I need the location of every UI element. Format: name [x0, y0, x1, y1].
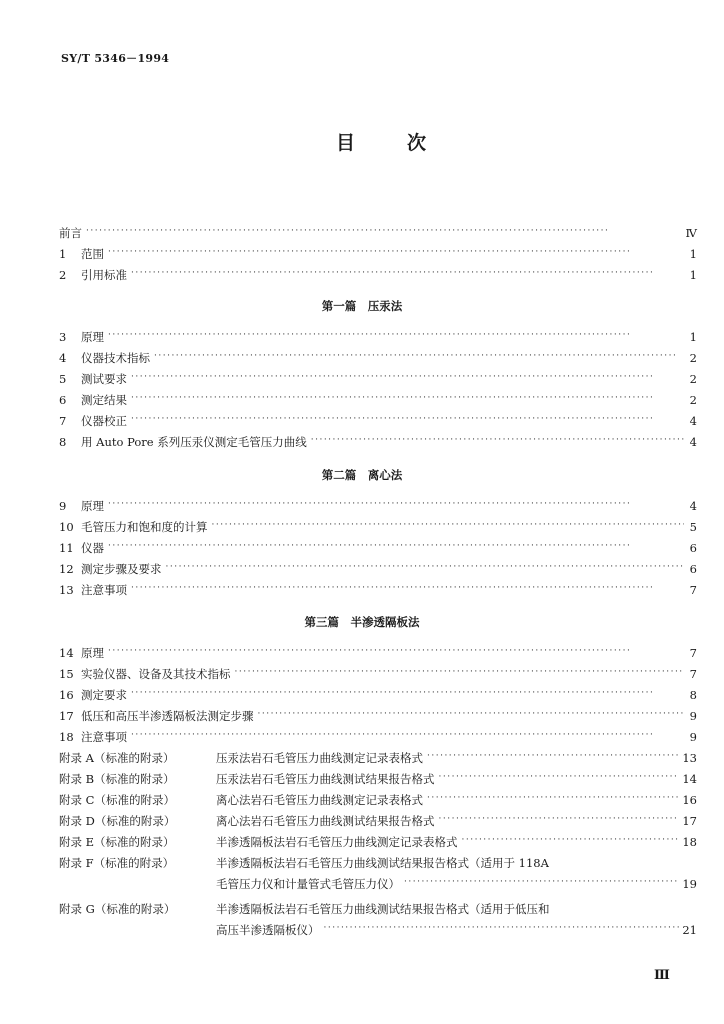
- appendix-entry[interactable]: [59, 768, 697, 786]
- toc-entry-number: 4: [59, 351, 67, 365]
- dot-leader: [154, 349, 684, 363]
- toc-entry-label: 原理: [81, 646, 104, 660]
- toc-entry[interactable]: [59, 347, 697, 365]
- toc-entry-label: 测定要求: [81, 688, 127, 702]
- appendix-head: 附录 D（标准的附录）: [59, 814, 176, 828]
- toc-entry-page: 4: [689, 435, 697, 449]
- toc-entry-label: 原理: [81, 499, 104, 513]
- toc-entry-label: 仪器: [81, 541, 104, 555]
- page-title: [336, 128, 426, 155]
- toc-entry[interactable]: [59, 243, 697, 261]
- appendix-page: 19: [682, 877, 697, 891]
- appendix-label: 压汞法岩石毛管压力曲线测定记录表格式: [216, 751, 423, 765]
- appendix-head: 附录 F（标准的附录）: [59, 856, 175, 870]
- toc-entry-number: 7: [59, 414, 67, 428]
- toc-entry[interactable]: [59, 663, 697, 681]
- toc-entry-label: 用 Auto Pore 系列压汞仪测定毛管压力曲线: [81, 435, 307, 449]
- dot-leader: [86, 224, 683, 238]
- dot-leader: [108, 539, 684, 553]
- appendix-page: 21: [682, 923, 697, 937]
- dot-leader: [462, 833, 680, 847]
- dot-leader: [235, 665, 685, 679]
- toc-entry[interactable]: [59, 558, 697, 576]
- toc-entry-number: 8: [59, 435, 67, 449]
- page-number: Ⅲ: [654, 968, 670, 983]
- appendix-entry[interactable]: [59, 747, 697, 765]
- toc-entry-number: 5: [59, 372, 67, 386]
- dot-leader: [108, 644, 684, 658]
- appendix-entry-continuation[interactable]: [216, 919, 697, 937]
- toc-entry-number: 15: [59, 667, 74, 681]
- dot-leader: [108, 328, 684, 342]
- toc-entry-label: 测定步骤及要求: [81, 562, 162, 576]
- toc-entry[interactable]: [59, 222, 697, 240]
- toc-entry[interactable]: [59, 705, 697, 723]
- toc-entry-page: 7: [689, 583, 697, 597]
- toc-entry[interactable]: [59, 410, 697, 428]
- dot-leader: [131, 391, 684, 405]
- toc-entry-number: 11: [59, 541, 74, 555]
- dot-leader: [439, 770, 680, 784]
- toc-entry-page: 9: [689, 709, 697, 723]
- toc-entry-page: 6: [689, 562, 697, 576]
- dot-leader: [131, 728, 684, 742]
- appendix-label-line2: 毛管压力仪和计量管式毛管压力仪）: [216, 877, 400, 891]
- toc-entry-page: 2: [689, 372, 697, 386]
- toc-entry-page: 9: [689, 730, 697, 744]
- appendix-entry[interactable]: [59, 898, 697, 916]
- toc-entry[interactable]: [59, 516, 697, 534]
- toc-entry-label: 测试要求: [81, 372, 127, 386]
- dot-leader: [427, 749, 679, 763]
- dot-leader: [131, 412, 684, 426]
- toc-entry-number: 17: [59, 709, 74, 723]
- toc-entry-page: 1: [689, 268, 697, 282]
- appendix-entry-continuation[interactable]: [216, 873, 697, 891]
- toc-entry-number: 16: [59, 688, 74, 702]
- appendix-entry[interactable]: [59, 831, 697, 849]
- part-heading: 第三篇 半渗透隔板法: [304, 615, 420, 629]
- toc-entry[interactable]: [59, 726, 697, 744]
- appendix-entry[interactable]: [59, 810, 697, 828]
- toc-entry[interactable]: [59, 389, 697, 407]
- appendix-head: 附录 G（标准的附录）: [59, 902, 176, 916]
- toc-entry-number: 6: [59, 393, 67, 407]
- dot-leader: [311, 433, 684, 447]
- toc-entry-page: 7: [689, 667, 697, 681]
- toc-entry-page: Ⅳ: [685, 226, 697, 240]
- toc-entry-label: 注意事项: [81, 730, 127, 744]
- dot-leader: [131, 581, 684, 595]
- appendix-entry[interactable]: [59, 789, 697, 807]
- appendix-page: 14: [682, 772, 697, 786]
- appendix-label: 离心法岩石毛管压力曲线测试结果报告格式: [216, 814, 435, 828]
- toc-entry-label: 引用标准: [81, 268, 127, 282]
- toc-entry-number: 18: [59, 730, 74, 744]
- toc-entry-page: 8: [689, 688, 697, 702]
- toc-entry-label: 原理: [81, 330, 104, 344]
- toc-entry-number: 3: [59, 330, 67, 344]
- toc-entry-number: 1: [59, 247, 67, 261]
- toc-entry-label: 注意事项: [81, 583, 127, 597]
- part-heading: 第一篇 压汞法: [321, 299, 403, 313]
- toc-entry-label: 实验仪器、设备及其技术指标: [81, 667, 231, 681]
- appendix-head: 附录 B（标准的附录）: [59, 772, 175, 786]
- title-char-1: 目: [336, 132, 356, 154]
- appendix-page: 17: [682, 814, 697, 828]
- appendix-head: 附录 C（标准的附录）: [59, 793, 175, 807]
- dot-leader: [258, 707, 685, 721]
- appendix-page: 16: [682, 793, 697, 807]
- dot-leader: [131, 686, 684, 700]
- dot-leader: [131, 266, 684, 280]
- toc-entry-label: 仪器校正: [81, 414, 127, 428]
- dot-leader: [427, 791, 679, 805]
- toc-entry-page: 5: [689, 520, 697, 534]
- dot-leader: [108, 245, 684, 259]
- appendix-label-line1: 半渗透隔板法岩石毛管压力曲线测试结果报告格式（适用于 118A: [216, 856, 549, 870]
- toc-entry-label: 前言: [59, 226, 82, 240]
- toc-entry-page: 7: [689, 646, 697, 660]
- appendix-head: 附录 E（标准的附录）: [59, 835, 175, 849]
- toc-entry-number: 12: [59, 562, 74, 576]
- part-heading: 第二篇 离心法: [321, 468, 403, 482]
- toc-entry-number: 13: [59, 583, 74, 597]
- appendix-label: 离心法岩石毛管压力曲线测定记录表格式: [216, 793, 423, 807]
- toc-entry[interactable]: [59, 368, 697, 386]
- appendix-label-line2: 高压半渗透隔板仪）: [216, 923, 320, 937]
- appendix-label: 压汞法岩石毛管压力曲线测试结果报告格式: [216, 772, 435, 786]
- toc-entry-label: 范围: [81, 247, 104, 261]
- toc-entry-page: 4: [689, 414, 697, 428]
- title-char-2: 次: [407, 132, 427, 154]
- dot-leader: [404, 875, 679, 889]
- toc-entry-page: 1: [689, 247, 697, 261]
- toc-entry[interactable]: [59, 495, 697, 513]
- toc-entry-label: 低压和高压半渗透隔板法测定步骤: [81, 709, 254, 723]
- toc-entry-number: 14: [59, 646, 74, 660]
- dot-leader: [166, 560, 685, 574]
- standard-code: SY/T 5346－1994: [61, 52, 170, 65]
- toc-entry-number: 2: [59, 268, 67, 282]
- appendix-head: 附录 A（标准的附录）: [59, 751, 175, 765]
- toc-entry[interactable]: [59, 537, 697, 555]
- dot-leader: [131, 370, 684, 384]
- toc-entry[interactable]: [59, 431, 697, 449]
- dot-leader: [212, 518, 685, 532]
- toc-entry-page: 6: [689, 541, 697, 555]
- appendix-label-line1: 半渗透隔板法岩石毛管压力曲线测试结果报告格式（适用于低压和: [216, 902, 550, 916]
- appendix-label: 半渗透隔板法岩石毛管压力曲线测定记录表格式: [216, 835, 458, 849]
- toc-entry-page: 1: [689, 330, 697, 344]
- toc-entry-page: 2: [689, 351, 697, 365]
- toc-entry-label: 仪器技术指标: [81, 351, 150, 365]
- appendix-page: 13: [682, 751, 697, 765]
- toc-entry[interactable]: [59, 264, 697, 282]
- toc-entry-page: 2: [689, 393, 697, 407]
- toc-entry[interactable]: [59, 579, 697, 597]
- toc-entry[interactable]: [59, 642, 697, 660]
- dot-leader: [324, 921, 680, 935]
- dot-leader: [108, 497, 684, 511]
- toc-entry[interactable]: [59, 684, 697, 702]
- appendix-page: 18: [682, 835, 697, 849]
- toc-entry-number: 10: [59, 520, 74, 534]
- dot-leader: [439, 812, 680, 826]
- toc-entry-page: 4: [689, 499, 697, 513]
- toc-entry[interactable]: [59, 326, 697, 344]
- toc-entry-label: 毛管压力和饱和度的计算: [81, 520, 208, 534]
- appendix-entry[interactable]: [59, 852, 697, 870]
- toc-entry-number: 9: [59, 499, 67, 513]
- toc-entry-label: 测定结果: [81, 393, 127, 407]
